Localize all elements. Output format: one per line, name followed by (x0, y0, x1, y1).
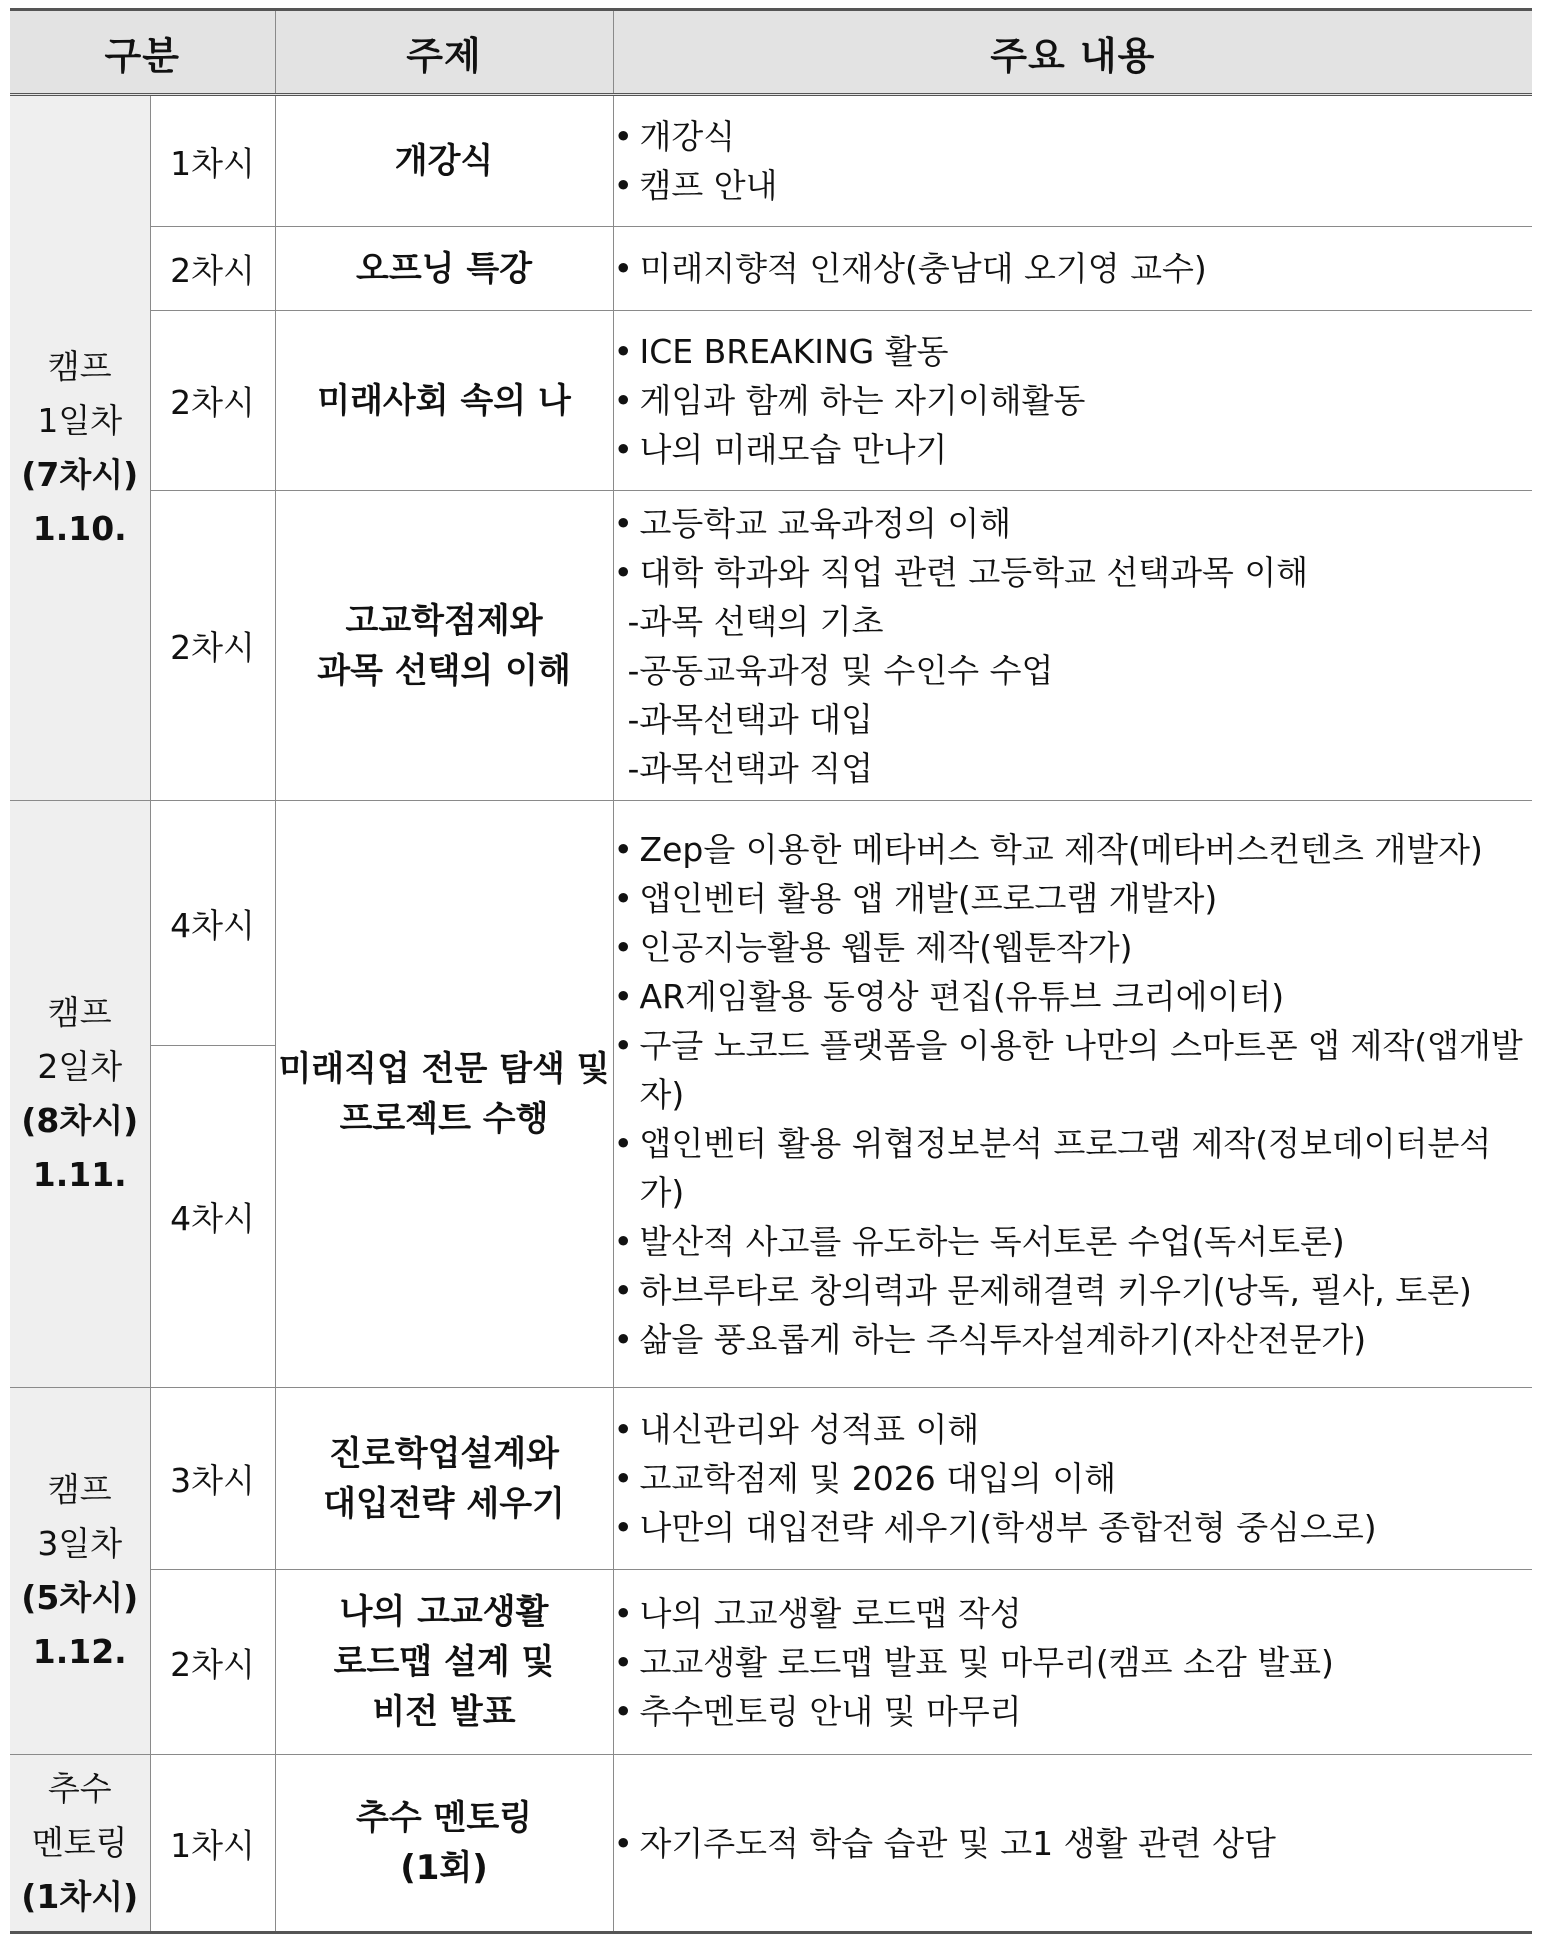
list-item: • 고교학점제 및 2026 대입의 이해 (614, 1454, 1533, 1503)
topic-cell: 진로학업설계와 대입전략 세우기 (275, 1388, 613, 1570)
content-cell (613, 95, 1532, 227)
topic-cell: 고교학점제와 과목 선택의 이해 (275, 491, 613, 801)
session-cell: 2차시 (150, 1570, 275, 1755)
list-item: • 삶을 풍요롭게 하는 주식투자설계하기(자산전문가) (614, 1315, 1533, 1364)
content-cell (613, 1755, 1532, 1933)
list-subitem: -과목 선택의 기초 (627, 601, 884, 641)
list-item: • 개강식 (614, 112, 1533, 161)
list-item: • 고등학교 교육과정의 이해 (614, 499, 1533, 548)
list-subitem: -과목선택과 대입 (627, 699, 874, 739)
list-item: • AR게임활용 동영상 편집(유튜브 크리에이터) (614, 972, 1533, 1021)
table-row (10, 491, 1532, 801)
list-subitem: -공동교육과정 및 수인수 수업 (627, 650, 1054, 690)
session-cell: 2차시 (150, 311, 275, 491)
list-item: • 자기주도적 학습 습관 및 고1 생활 관련 상담 (614, 1819, 1533, 1868)
table-row (10, 95, 1532, 227)
topic-cell: 미래사회 속의 나 (275, 311, 613, 491)
header-topic: 주제 (275, 10, 613, 95)
list-item: • 추수멘토링 안내 및 마무리 (614, 1687, 1533, 1736)
content-cell (613, 801, 1532, 1388)
session-cell: 1차시 (150, 95, 275, 227)
table-row (10, 311, 1532, 491)
list-item: • 대학 학과와 직업 관련 고등학교 선택과목 이해 (614, 548, 1533, 597)
camp-schedule-table (10, 8, 1532, 1934)
session-cell: 1차시 (150, 1755, 275, 1933)
header-content: 주요 내용 (613, 10, 1532, 95)
list-item: • 나만의 대입전략 세우기(학생부 종합전형 중심으로) (614, 1503, 1533, 1552)
list-item: • 구글 노코드 플랫폼을 이용한 나만의 스마트폰 앱 제작(앱개발자) (614, 1021, 1533, 1119)
list-item: • 내신관리와 성적표 이해 (614, 1405, 1533, 1454)
session-cell: 4차시 (150, 801, 275, 1046)
list-item: • 나의 미래모습 만나기 (614, 425, 1533, 474)
session-cell: 4차시 (150, 1046, 275, 1388)
session-cell: 2차시 (150, 227, 275, 311)
content-cell (613, 1570, 1532, 1755)
day-cell-camp2: 캠프 2일차 (8차시) 1.11. (10, 801, 150, 1388)
content-cell (613, 227, 1532, 311)
list-item: • 캠프 안내 (614, 161, 1533, 210)
table-row (10, 801, 1532, 1046)
list-item: • 하브루타로 창의력과 문제해결력 키우기(낭독, 필사, 토론) (614, 1266, 1533, 1315)
list-item: • 미래지향적 인재상(충남대 오기영 교수) (614, 244, 1533, 293)
header-row (10, 10, 1532, 95)
topic-cell: 미래직업 전문 탐색 및 프로젝트 수행 (275, 801, 613, 1388)
topic-cell: 추수 멘토링 (1회) (275, 1755, 613, 1933)
list-item: • 발산적 사고를 유도하는 독서토론 수업(독서토론) (614, 1217, 1533, 1266)
list-item: • ICE BREAKING 활동 (614, 327, 1533, 376)
content-cell (613, 311, 1532, 491)
day-cell-camp1: 캠프 1일차 (7차시) 1.10. (10, 95, 150, 801)
content-cell (613, 491, 1532, 801)
list-subitem: -과목선택과 직업 (627, 748, 874, 788)
list-item: • 고교생활 로드맵 발표 및 마무리(캠프 소감 발표) (614, 1638, 1533, 1687)
table-row (10, 1755, 1532, 1933)
list-item: • 게임과 함께 하는 자기이해활동 (614, 376, 1533, 425)
list-item: • Zep을 이용한 메타버스 학교 제작(메타버스컨텐츠 개발자) (614, 825, 1533, 874)
topic-cell: 나의 고교생활 로드맵 설계 및 비전 발표 (275, 1570, 613, 1755)
day-cell-camp3: 캠프 3일차 (5차시) 1.12. (10, 1388, 150, 1755)
day-cell-followup: 추수 멘토링 (1차시) (10, 1755, 150, 1933)
list-item: • 인공지능활용 웹툰 제작(웹툰작가) (614, 923, 1533, 972)
list-item: • 앱인벤터 활용 위협정보분석 프로그램 제작(정보데이터분석가) (614, 1119, 1533, 1217)
table-row (10, 1570, 1532, 1755)
session-cell: 3차시 (150, 1388, 275, 1570)
table-row (10, 227, 1532, 311)
list-item: • 나의 고교생활 로드맵 작성 (614, 1589, 1533, 1638)
list-item: • 앱인벤터 활용 앱 개발(프로그램 개발자) (614, 874, 1533, 923)
table-row (10, 1388, 1532, 1570)
topic-cell: 오프닝 특강 (275, 227, 613, 311)
content-cell (613, 1388, 1532, 1570)
topic-cell: 개강식 (275, 95, 613, 227)
header-division: 구분 (10, 10, 275, 95)
session-cell: 2차시 (150, 491, 275, 801)
